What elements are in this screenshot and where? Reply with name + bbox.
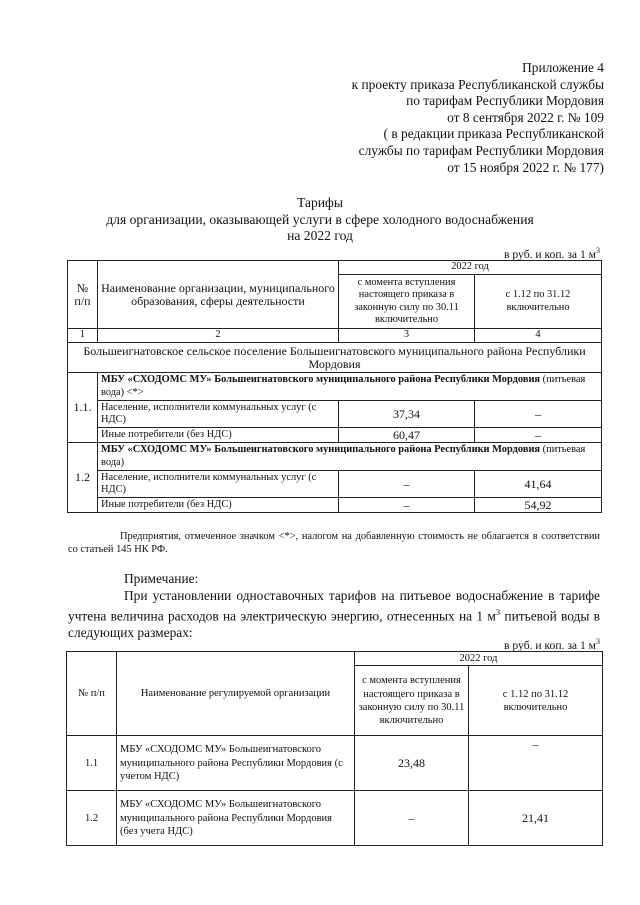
org-name: МБУ «СХОДОМС МУ» Большеигнатовского муниципального района Республики Мордовия [101, 444, 541, 456]
electricity-costs-table [66, 651, 603, 846]
header-line: к проекту приказа Республиканской службы [351, 76, 604, 92]
tariff-value: 37,34 [339, 401, 475, 428]
header-num: № п/п [67, 652, 117, 736]
header-year: 2022 год [355, 652, 603, 666]
org-name: МБУ «СХОДОМС МУ» Большеигнатовского муниципального района Республики Мордовия (без учета НДС) [117, 791, 355, 846]
tariff-value: – [475, 428, 602, 443]
col-number: 2 [98, 329, 339, 343]
tariff-value: 41,64 [475, 471, 602, 498]
cost-value: – [469, 736, 603, 791]
document-title [0, 195, 640, 245]
row-label: Население, исполнители коммунальных услуг (с НДС) [98, 471, 339, 498]
header-name: Наименование регулируемой организации [117, 652, 355, 736]
document-header [352, 60, 604, 176]
unit-label: в руб. и коп. за 1 $м^3$ [504, 246, 600, 261]
org-name: МБУ «СХОДОМС МУ» Большеигнатовского муниципального района Республики Мордовия [101, 374, 541, 386]
header-line: ( в редакции приказа Республиканской [383, 126, 604, 142]
col-number: 4 [475, 329, 602, 343]
org-service: (питьевая вода) <*> [101, 374, 586, 398]
header-line: от 15 ноября 2022 г. № 177) [447, 159, 604, 175]
tariff-value: 54,92 [475, 498, 602, 513]
row-num: 1.2 [67, 791, 117, 846]
header-line: службы по тарифам Республики Мордовия [358, 142, 604, 158]
row-label: Население, исполнители коммунальных услуг (с НДС) [98, 401, 339, 428]
header-period-1: с момента вступления настоящего приказа в законную силу по 30.11 включительно [355, 666, 469, 736]
footnote: Предприятия, отмеченное значком <*>, налогом на добавленную стоимость не облагается в соответствии со статьей 145 НК РФ. [68, 531, 600, 556]
unit-label: в руб. и коп. за 1 $м^3$ [504, 637, 600, 652]
title-line: для организации, оказывающей услуги в сфере холодного водоснабжения [106, 211, 534, 227]
org-service: (питьевая вода) [101, 444, 586, 468]
row-label: Иные потребители (без НДС) [98, 498, 339, 513]
title-line: на 2022 год [287, 228, 353, 243]
section-row: Большеигнатовское сельское поселение Большеигнатовского муниципального района Республики Мордовия [68, 343, 602, 373]
header-period-2: с 1.12 по 31.12 включительно [469, 666, 603, 736]
header-period-2: с 1.12 по 31.12 включительно [475, 275, 602, 329]
header-line: Приложение 4 [522, 60, 604, 75]
header-line: по тарифам Республики Мордовия [406, 93, 604, 109]
tariff-value: 60,47 [339, 428, 475, 443]
row-label: Иные потребители (без НДС) [98, 428, 339, 443]
header-period-1: с момента вступления настоящего приказа в законную силу по 30.11 включительно [339, 275, 475, 329]
cost-value: 21,41 [469, 791, 603, 846]
row-num: 1.1. [68, 373, 98, 443]
org-name: МБУ «СХОДОМС МУ» Большеигнатовского муниципального района Республики Мордовия (с учетом НДС) [117, 736, 355, 791]
tariff-value: – [339, 471, 475, 498]
note-title: Примечание: [124, 571, 199, 586]
tariffs-table [67, 260, 602, 513]
row-num: 1.1 [67, 736, 117, 791]
row-num: 1.2 [68, 443, 98, 513]
header-name: Наименование организации, муниципального образования, сферы деятельности [98, 261, 339, 329]
cost-value: 23,48 [355, 736, 469, 791]
header-line: от 8 сентября 2022 г. № 109 [447, 109, 604, 125]
col-number: 3 [339, 329, 475, 343]
tariff-value: – [475, 401, 602, 428]
header-year: 2022 год [339, 261, 602, 275]
cost-value: – [355, 791, 469, 846]
tariff-value: – [339, 498, 475, 513]
header-num: № п/п [68, 261, 98, 329]
org-row [98, 443, 602, 471]
org-row [98, 373, 602, 401]
col-number: 1 [68, 329, 98, 343]
title-line: Тарифы [296, 195, 343, 210]
note-text: При установлении одноставочных тарифов на питьевое водоснабжение в тарифе учтена величина расходов на электрическую энергию, отнесенных на 1 $м^3$ питьевой воды в следующих размерах: [68, 588, 600, 641]
